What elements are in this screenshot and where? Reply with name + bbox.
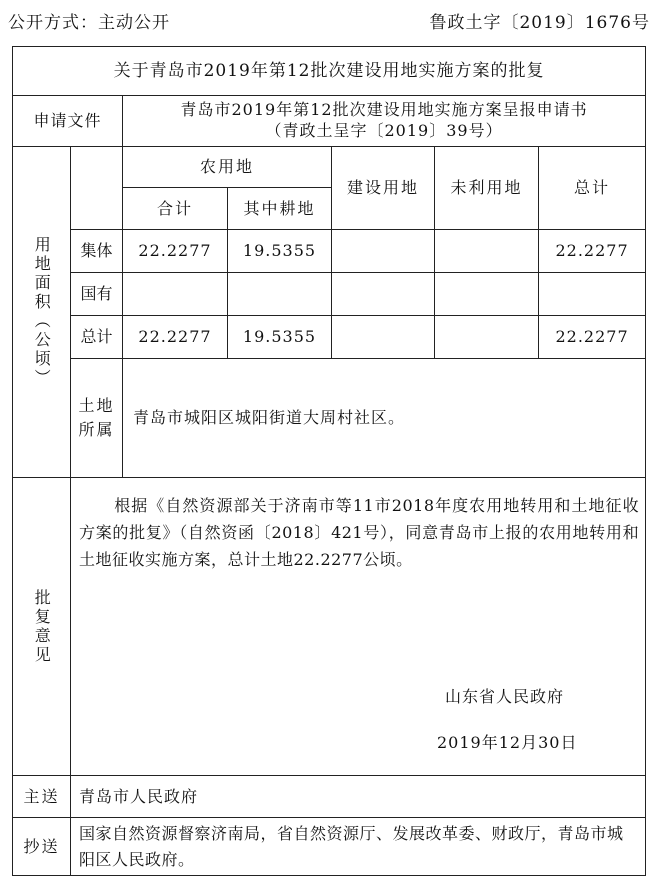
collective-unused (435, 230, 539, 273)
row-label-state: 国有 (71, 273, 123, 316)
send-to-value: 青岛市人民政府 (71, 776, 646, 818)
document-title: 关于青岛市2019年第12批次建设用地实施方案的批复 (13, 47, 646, 96)
approval-section-label (13, 478, 71, 776)
collective-total: 22.2277 (539, 230, 646, 273)
agri-total-header: 合计 (123, 188, 228, 230)
document-number: 鲁政土字〔2019〕1676号 (429, 13, 650, 33)
send-to-label: 主送 (13, 776, 71, 818)
state-agri-total (123, 273, 228, 316)
area-label-text: 用地面积（公顷） (32, 236, 52, 388)
sum-agri-cultivated: 19.5355 (228, 316, 332, 359)
application-doc-line2: （青政土呈字〔2019〕39号） (265, 121, 503, 140)
sum-unused (435, 316, 539, 359)
collective-agri-cultivated: 19.5355 (228, 230, 332, 273)
total-header: 总计 (539, 147, 646, 230)
unused-land-header: 未利用地 (435, 147, 539, 230)
disclosure-method: 公开方式：主动公开 (8, 13, 170, 33)
state-agri-cultivated (228, 273, 332, 316)
collective-agri-total: 22.2277 (123, 230, 228, 273)
state-construction (332, 273, 435, 316)
state-total (539, 273, 646, 316)
collective-construction (332, 230, 435, 273)
sum-construction (332, 316, 435, 359)
agri-land-header: 农用地 (123, 147, 332, 188)
construction-land-header: 建设用地 (332, 147, 435, 230)
cc-value: 国家自然资源督察济南局，省自然资源厅、发展改革委、财政厅，青岛市城阳区人民政府。 (71, 818, 646, 876)
location-label (71, 359, 123, 478)
cc-label: 抄送 (13, 818, 71, 876)
row-label-sum: 总计 (71, 316, 123, 359)
approval-text: 根据《自然资源部关于济南市等11市2018年度农用地转用和土地征收方案的批复》（自然资函〔2018〕421号），同意青岛市上报的农用地转用和土地征收实施方案，总计土地22.2277公顷。 (79, 496, 640, 569)
location-label-line2: 所属 (78, 420, 115, 439)
approval-label-text: 批复意见 (32, 588, 52, 665)
sum-agri-total: 22.2277 (123, 316, 228, 359)
area-section-label (13, 147, 71, 478)
land-location: 青岛市城阳区城阳街道大周村社区。 (123, 359, 646, 478)
application-label: 申请文件 (13, 96, 123, 147)
row-label-collective: 集体 (71, 230, 123, 273)
table-row (13, 273, 646, 316)
state-unused (435, 273, 539, 316)
approval-form-table (12, 46, 646, 876)
application-doc-line1: 青岛市2019年第12批次建设用地实施方案呈报申请书 (180, 100, 588, 120)
sum-total: 22.2277 (539, 316, 646, 359)
location-label-line1: 土地 (78, 396, 115, 415)
issuer-name: 山东省人民政府 (445, 687, 565, 706)
agri-cultivated-header: 其中耕地 (228, 188, 332, 230)
issue-date: 2019年12月30日 (437, 733, 578, 752)
application-document (123, 96, 646, 147)
table-row (13, 230, 646, 273)
table-row (13, 316, 646, 359)
blank-header-cell (71, 147, 123, 230)
approval-opinion (71, 478, 646, 776)
